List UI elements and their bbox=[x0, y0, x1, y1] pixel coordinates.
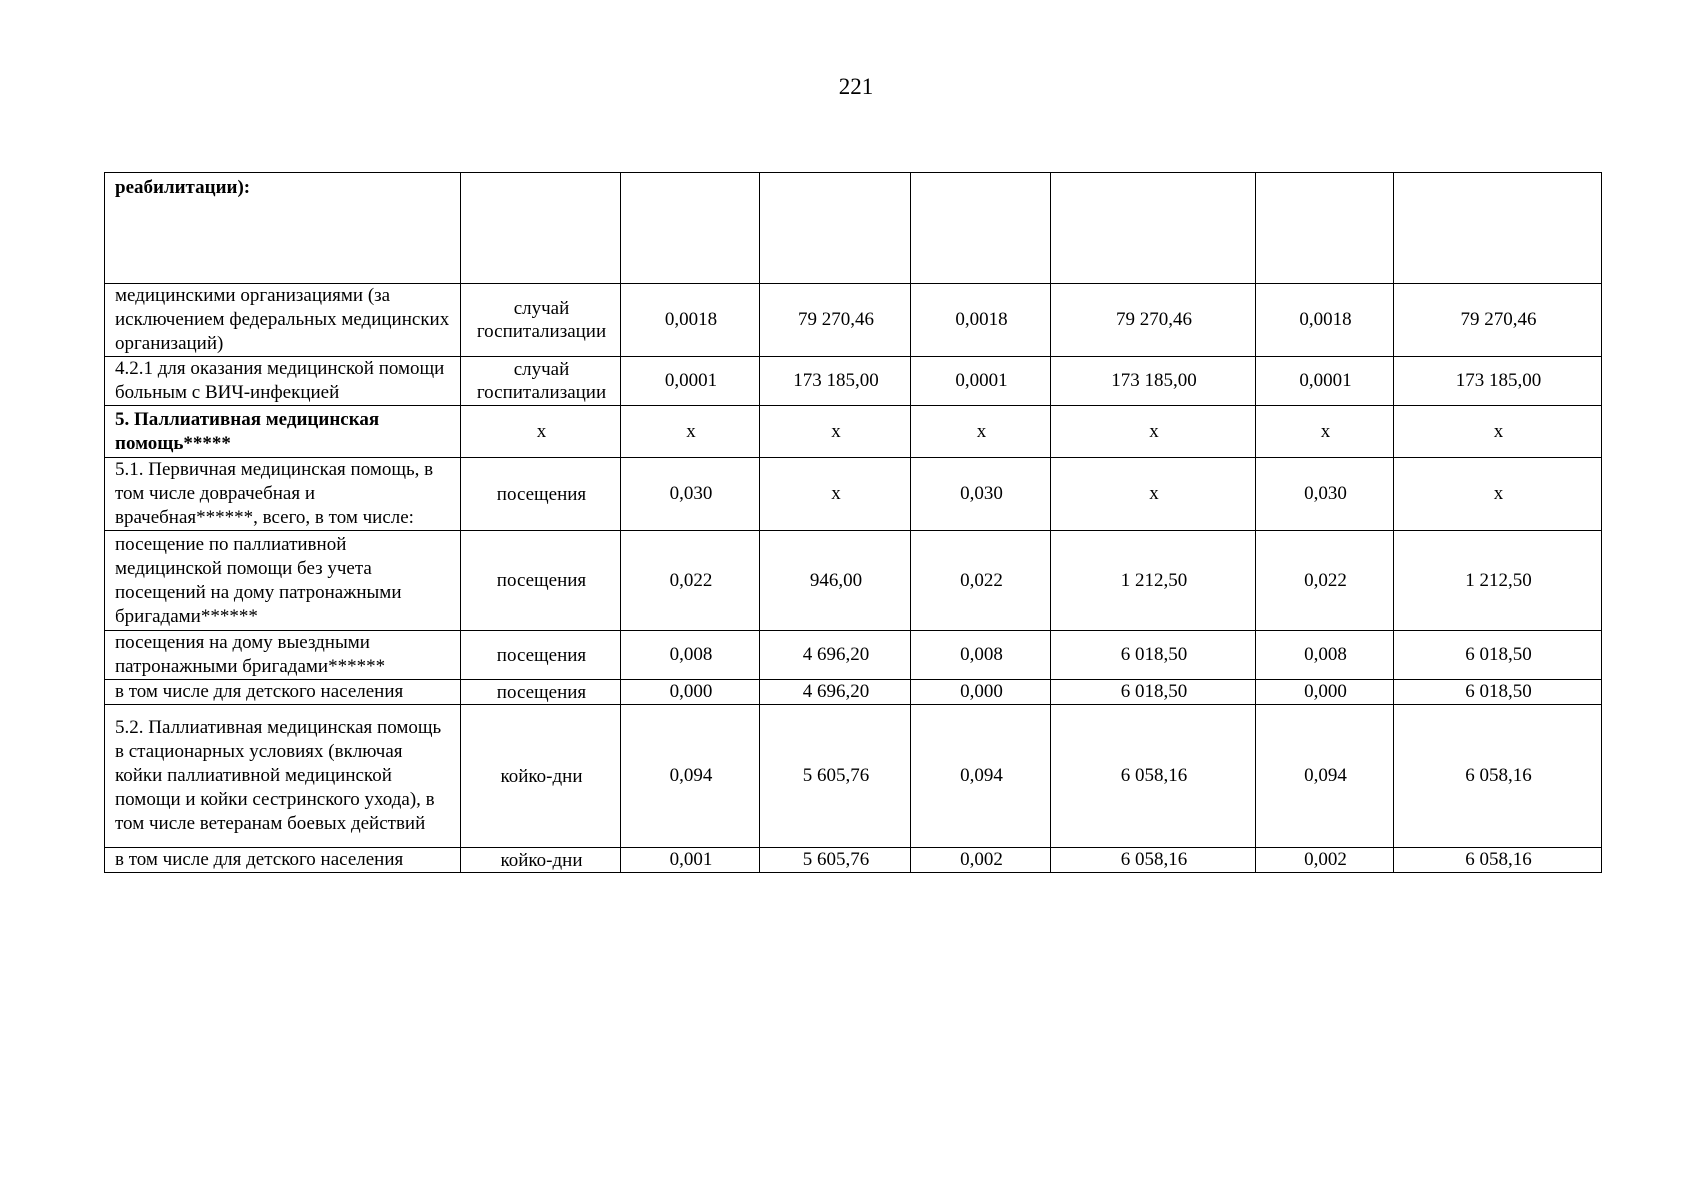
row-unit: посещения bbox=[461, 680, 621, 705]
table-row bbox=[105, 458, 1602, 531]
row-name: реабилитации): bbox=[105, 173, 461, 284]
row-name: в том числе для детского населения bbox=[105, 848, 461, 873]
table-cell: 5 605,76 bbox=[760, 705, 911, 848]
table-cell: 0,022 bbox=[1256, 531, 1394, 631]
table-row bbox=[105, 631, 1602, 680]
table-cell: 5 605,76 bbox=[760, 848, 911, 873]
table-cell: х bbox=[621, 406, 760, 458]
table-cell: 0,001 bbox=[621, 848, 760, 873]
table-row bbox=[105, 406, 1602, 458]
page-number: 221 bbox=[838, 74, 874, 99]
table-cell: 0,000 bbox=[621, 680, 760, 705]
table-cell: 6 058,16 bbox=[1051, 848, 1256, 873]
table-cell: 6 018,50 bbox=[1394, 680, 1602, 705]
table-cell: 79 270,46 bbox=[1051, 284, 1256, 357]
row-unit: посещения bbox=[461, 631, 621, 680]
table-cell: 6 058,16 bbox=[1394, 705, 1602, 848]
row-name: 5. Паллиативная медицинская помощь***** bbox=[105, 406, 461, 458]
table-cell: 0,0001 bbox=[911, 357, 1051, 406]
table-cell: х bbox=[1051, 458, 1256, 531]
table-cell: 6 058,16 bbox=[1394, 848, 1602, 873]
row-unit: койко-дни bbox=[461, 848, 621, 873]
table-cell: 946,00 bbox=[760, 531, 911, 631]
table-cell bbox=[621, 173, 760, 284]
table-cell bbox=[1051, 173, 1256, 284]
table-cell: 6 018,50 bbox=[1051, 631, 1256, 680]
table-cell: 4 696,20 bbox=[760, 631, 911, 680]
table-cell: 0,094 bbox=[1256, 705, 1394, 848]
table-cell bbox=[911, 173, 1051, 284]
row-unit: койко-дни bbox=[461, 705, 621, 848]
table-cell: 1 212,50 bbox=[1051, 531, 1256, 631]
table-row bbox=[105, 848, 1602, 873]
table-cell: 6 058,16 bbox=[1051, 705, 1256, 848]
table-cell: 173 185,00 bbox=[1394, 357, 1602, 406]
table-cell: 0,022 bbox=[621, 531, 760, 631]
table-cell: 0,0018 bbox=[621, 284, 760, 357]
table-cell: 0,094 bbox=[621, 705, 760, 848]
table-cell: 0,030 bbox=[911, 458, 1051, 531]
table-cell: х bbox=[1051, 406, 1256, 458]
row-name: 5.2. Паллиативная медицинская помощь в стационарных условиях (включая койки паллиативной медицинской помощи и койки сестринского ухода), в том числе ветеранам боевых действий bbox=[105, 705, 461, 848]
table-cell: 0,008 bbox=[621, 631, 760, 680]
table-cell: х bbox=[1394, 406, 1602, 458]
table-cell: 6 018,50 bbox=[1394, 631, 1602, 680]
row-unit: случай госпитализации bbox=[461, 284, 621, 357]
row-unit: случай госпитализации bbox=[461, 357, 621, 406]
table-cell: 0,0018 bbox=[911, 284, 1051, 357]
row-name: 4.2.1 для оказания медицинской помощи больным с ВИЧ-инфекцией bbox=[105, 357, 461, 406]
row-name: в том числе для детского населения bbox=[105, 680, 461, 705]
table-cell: 0,094 bbox=[911, 705, 1051, 848]
table-cell: 0,002 bbox=[1256, 848, 1394, 873]
table-row bbox=[105, 357, 1602, 406]
row-unit: посещения bbox=[461, 531, 621, 631]
table-row bbox=[105, 531, 1602, 631]
table-row bbox=[105, 680, 1602, 705]
row-unit: посещения bbox=[461, 458, 621, 531]
table-cell: 0,008 bbox=[911, 631, 1051, 680]
table-cell: 4 696,20 bbox=[760, 680, 911, 705]
row-name: 5.1. Первичная медицинская помощь, в том числе доврачебная и врачебная******, всего, в том числе: bbox=[105, 458, 461, 531]
row-unit: х bbox=[461, 406, 621, 458]
row-name: посещения на дому выездными патронажными бригадами****** bbox=[105, 631, 461, 680]
table-cell: 0,022 bbox=[911, 531, 1051, 631]
table-cell: 0,000 bbox=[1256, 680, 1394, 705]
table-cell: 0,0018 bbox=[1256, 284, 1394, 357]
table-row bbox=[105, 284, 1602, 357]
table-cell: 79 270,46 bbox=[1394, 284, 1602, 357]
table-cell: х bbox=[1256, 406, 1394, 458]
table-cell: 0,030 bbox=[1256, 458, 1394, 531]
table-cell: 173 185,00 bbox=[1051, 357, 1256, 406]
norms-table bbox=[104, 172, 1602, 873]
table-cell bbox=[1256, 173, 1394, 284]
table-cell: 6 018,50 bbox=[1051, 680, 1256, 705]
row-name: медицинскими организациями (за исключением федеральных медицинских организаций) bbox=[105, 284, 461, 357]
table-cell: х bbox=[1394, 458, 1602, 531]
row-name: посещение по паллиативной медицинской помощи без учета посещений на дому патронажными бригадами****** bbox=[105, 531, 461, 631]
table-cell: 1 212,50 bbox=[1394, 531, 1602, 631]
table-cell: 0,0001 bbox=[621, 357, 760, 406]
table-cell bbox=[1394, 173, 1602, 284]
table-cell: 0,0001 bbox=[1256, 357, 1394, 406]
table-cell: х bbox=[760, 458, 911, 531]
table-cell: 173 185,00 bbox=[760, 357, 911, 406]
table-cell bbox=[760, 173, 911, 284]
table-row bbox=[105, 173, 1602, 284]
row-unit bbox=[461, 173, 621, 284]
table-cell: 79 270,46 bbox=[760, 284, 911, 357]
table-cell: х bbox=[911, 406, 1051, 458]
table-cell: 0,002 bbox=[911, 848, 1051, 873]
table-cell: 0,008 bbox=[1256, 631, 1394, 680]
table-cell: х bbox=[760, 406, 911, 458]
table-cell: 0,030 bbox=[621, 458, 760, 531]
table-cell: 0,000 bbox=[911, 680, 1051, 705]
table-row bbox=[105, 705, 1602, 848]
